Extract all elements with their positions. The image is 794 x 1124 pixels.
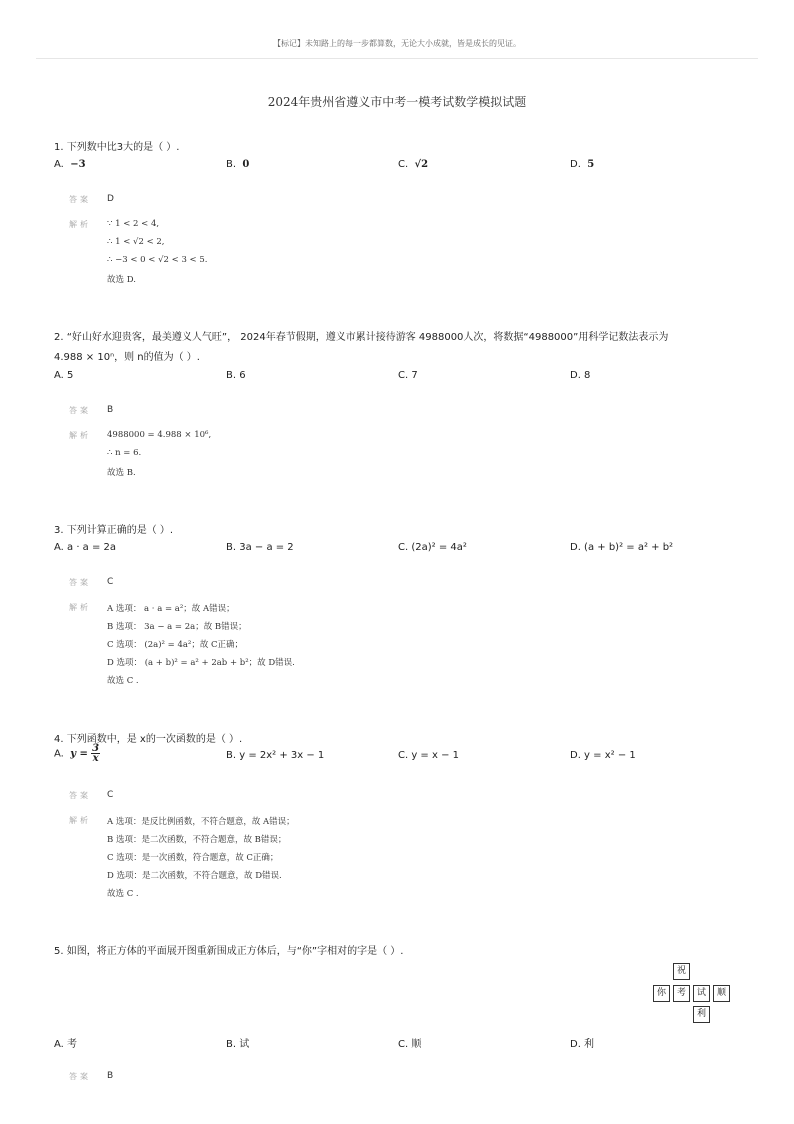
page-banner: 【标记】未知路上的每一步都算数，无论大小成就，皆是成长的见证。: [273, 39, 521, 48]
q2-answer-label: 答案: [69, 406, 91, 415]
q1-analysis-line: ∴ −3 < 0 < √2 < 3 < 5.: [107, 255, 208, 265]
q3-option-a[interactable]: A. a · a = 2a: [54, 542, 117, 553]
q2-option-a[interactable]: A. 5: [54, 370, 74, 381]
q2-option-c[interactable]: C. 7: [398, 370, 418, 381]
net-cell: 考: [673, 985, 690, 1002]
q2-analysis-label: 解析: [69, 431, 91, 440]
net-cell: 你: [653, 985, 670, 1002]
q1-analysis-line: 故选 D.: [107, 275, 136, 285]
q3-answer-label: 答案: [69, 578, 91, 587]
q3-option-b[interactable]: B. 3a − a = 2: [226, 542, 294, 553]
q4-analysis-line: 故选 C .: [107, 889, 139, 899]
q3-analysis-line: A 选项： a · a = a²；故 A错误；: [107, 604, 235, 614]
q2-stem-line2: 4.988 × 10ⁿ，则 n的值为（ ）.: [54, 352, 200, 363]
q5-option-a[interactable]: A. 考: [54, 1039, 78, 1050]
q3-analysis-label: 解析: [69, 603, 91, 612]
q1-option-b[interactable]: B. 0: [226, 159, 250, 170]
q5-option-d[interactable]: D. 利: [570, 1039, 595, 1050]
q2-analysis-line: ∴ n = 6.: [107, 448, 142, 458]
q1-stem: 1. 下列数中比3大的是（ ）.: [54, 142, 180, 153]
q4-analysis-label: 解析: [69, 816, 91, 825]
q4-option-a[interactable]: A. y = $\frac{3}{x}$: [54, 743, 100, 764]
q1-analysis-line: ∵ 1 < 2 < 4,: [107, 219, 160, 229]
q1-option-c[interactable]: C. √2: [398, 159, 429, 170]
q1-option-a[interactable]: A. −3: [54, 159, 86, 170]
net-cell-bottom: 利: [693, 1006, 710, 1023]
q2-analysis-line: 故选 B.: [107, 468, 136, 478]
q1-answer: D: [107, 194, 114, 204]
q5-answer: B: [107, 1071, 114, 1081]
q3-analysis-line: D 选项： (a + b)² = a² + 2ab + b²；故 D错误.: [107, 658, 295, 668]
q3-analysis-line: C 选项： (2a)² = 4a²；故 C正确；: [107, 640, 244, 650]
q3-analysis-line: B 选项： 3a − a = 2a；故 B错误；: [107, 622, 247, 632]
q4-stem: 4. 下列函数中，是 x的一次函数的是（ ）.: [54, 734, 243, 745]
q3-answer: C: [107, 577, 114, 587]
q4-analysis-line: B 选项：是二次函数，不符合题意，故 B错误；: [107, 835, 287, 845]
q4-answer-label: 答案: [69, 791, 91, 800]
banner-divider: [36, 58, 758, 59]
q4-analysis-line: C 选项：是一次函数，符合题意，故 C正确；: [107, 853, 279, 863]
q2-option-d[interactable]: D. 8: [570, 370, 591, 381]
q2-answer: B: [107, 405, 114, 415]
q3-stem: 3. 下列计算正确的是（ ）.: [54, 525, 174, 536]
q4-analysis-line: A 选项：是反比例函数，不符合题意，故 A错误；: [107, 817, 295, 827]
q1-option-d[interactable]: D. 5: [570, 159, 595, 170]
q2-stem-line1: 2. “好山好水迎贵客，最美遵义人气旺”， 2024年春节假期，遵义市累计接待游客 4988000人次，将数据“4988000”用科学记数法表示为: [54, 332, 669, 343]
q4-option-b[interactable]: B. y = 2x² + 3x − 1: [226, 750, 325, 761]
net-cell: 试: [693, 985, 710, 1002]
net-cell: 顺: [713, 985, 730, 1002]
q3-option-c[interactable]: C. (2a)² = 4a²: [398, 542, 467, 553]
q2-analysis-line: 4988000 = 4.988 × 10⁶,: [107, 430, 212, 440]
q1-analysis-label: 解析: [69, 220, 91, 229]
q2-option-b[interactable]: B. 6: [226, 370, 246, 381]
q3-option-d[interactable]: D. (a + b)² = a² + b²: [570, 542, 674, 553]
q4-option-c[interactable]: C. y = x − 1: [398, 750, 460, 761]
q5-option-c[interactable]: C. 顺: [398, 1039, 422, 1050]
q5-answer-label: 答案: [69, 1072, 91, 1081]
q1-analysis-line: ∴ 1 < √2 < 2,: [107, 237, 165, 247]
q5-option-b[interactable]: B. 试: [226, 1039, 250, 1050]
page-title: 2024年贵州省遵义市中考一模考试数学模拟试题: [267, 95, 527, 109]
net-cell-top: 祝: [673, 963, 690, 980]
q4-analysis-line: D 选项：是二次函数，不符合题意，故 D错误.: [107, 871, 282, 881]
q5-stem: 5. 如图，将正方体的平面展开图重新围成正方体后，与“你”字相对的字是（ ）.: [54, 946, 404, 957]
q4-answer: C: [107, 790, 114, 800]
q1-answer-label: 答案: [69, 195, 91, 204]
q3-analysis-line: 故选 C .: [107, 676, 139, 686]
q4-option-d[interactable]: D. y = x² − 1: [570, 750, 636, 761]
